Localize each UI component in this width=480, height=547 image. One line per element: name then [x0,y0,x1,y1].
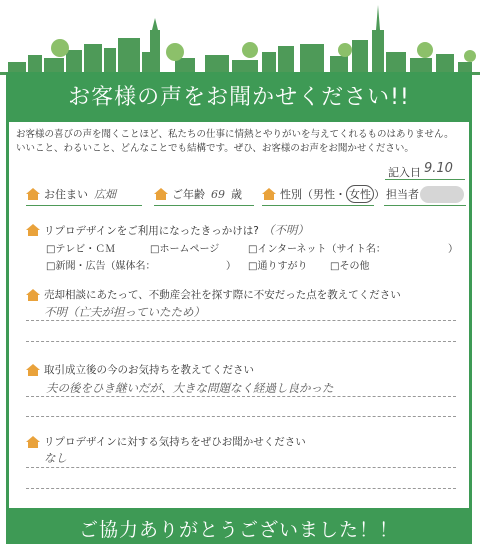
question-4 [26,434,306,449]
question-2-text: 売却相談にあたって、不動産会社を探す際に不安だった点を教えてください [44,289,401,301]
address-value: 広畑 [94,188,116,201]
date-value: 9.10 [424,161,453,176]
question-1 [26,222,309,238]
question-3 [26,362,254,377]
gender-underline [262,205,374,206]
answer-line [26,488,456,489]
intro-line-2: いいこと、わるいこと、どんなことでも結構です。ぜひ、お客様のお声をお聞かせください。 [16,143,414,154]
option-passing: □通りすがり [248,261,308,272]
option-internet-close: ） [448,244,458,255]
answer-3: 夫の後をひき継いだが、大きな問題なく経過し良かった [46,381,334,395]
house-icon [26,436,40,448]
answer-line [26,320,456,321]
answer-line [26,416,456,417]
staff-underline [384,205,466,206]
option-other: □その他 [330,261,370,272]
age-field [154,183,242,205]
intro-text [16,128,466,156]
address-label: お住まい [44,188,88,201]
house-icon [26,364,40,376]
question-2 [26,287,401,302]
address-underline [26,205,142,206]
footer-thanks: ご協力ありがとうございました！！ [78,519,399,541]
age-label: ご年齢 [172,188,205,201]
staff-name-redacted [420,186,464,203]
gender-label: 性別（男性・ [280,188,346,201]
question-1-text: リプロデザインをご利用になったきっかけは? [44,224,259,237]
age-value: 69 [211,187,225,201]
answer-line [26,396,456,397]
city-skyline-illustration [0,0,480,75]
option-homepage: □ホームページ [150,244,220,255]
answer-line [26,467,456,468]
age-underline [154,205,254,206]
intro-line-1: お客様の喜びの声を聞くことほど、私たちの仕事に情熱とやりがいを与えてくれるものはありません。 [16,129,454,140]
gender-close: ） [374,188,385,201]
date-underline [385,179,465,180]
question-4-text: リプロデザインに対する気持ちをぜひお聞かせください [44,436,306,448]
house-icon [154,188,168,200]
option-internet: □インターネット（サイト名： [248,244,386,255]
gender-field [262,183,385,205]
option-newspaper: □新聞・広告（媒体名： [46,261,156,272]
answer-4: なし [44,451,67,465]
house-icon [26,289,40,301]
age-unit: 歳 [231,188,242,201]
question-3-text: 取引成立後の今のお気持ちを教えてください [44,364,254,376]
date-label: 記入日 [388,166,421,179]
answer-2: 不明（亡夫が担っていたため） [44,305,205,319]
staff-label: 担当者 [386,188,419,201]
gender-selected-circled: 女性 [346,185,374,203]
house-icon [26,224,40,236]
question-1-handwritten-answer: （不明） [262,223,309,237]
address-field [26,183,116,205]
house-icon [262,188,276,200]
staff-field [386,183,419,205]
option-newspaper-close: ） [226,261,236,272]
house-icon [26,188,40,200]
survey-title: お客様の声をお聞かせください!! [68,85,410,110]
answer-line [26,341,456,342]
option-tv: □テレビ・ＣＭ [46,244,116,255]
